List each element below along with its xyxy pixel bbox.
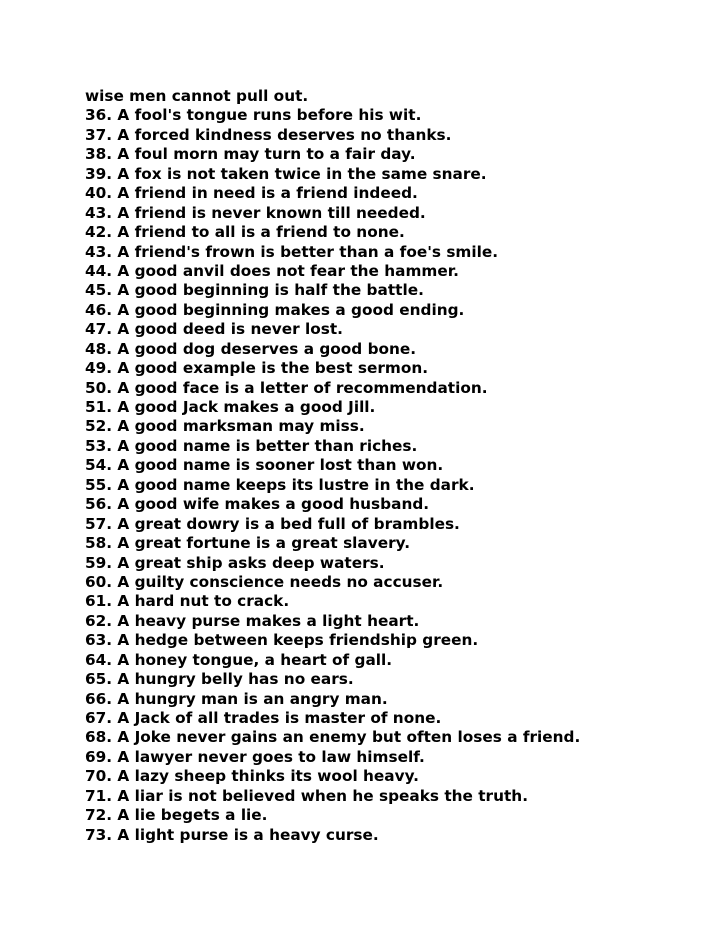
proverb-line: 36. A fool's tongue runs before his wit.: [85, 106, 422, 125]
proverb-line: 62. A heavy purse makes a light heart.: [85, 611, 420, 630]
proverb-line: 49. A good example is the best sermon.: [85, 359, 429, 378]
proverb-line: 42. A friend to all is a friend to none.: [85, 223, 405, 242]
proverb-line: 70. A lazy sheep thinks its wool heavy.: [85, 767, 419, 786]
proverb-line: 54. A good name is sooner lost than won.: [85, 456, 444, 475]
proverb-line: 45. A good beginning is half the battle.: [85, 281, 424, 300]
proverb-line: 72. A lie begets a lie.: [85, 806, 268, 825]
proverb-line: 43. A friend is never known till needed.: [85, 203, 426, 222]
proverb-line: 66. A hungry man is an angry man.: [85, 689, 388, 708]
proverb-line: 46. A good beginning makes a good ending.: [85, 300, 465, 319]
proverb-line: 67. A Jack of all trades is master of none.: [85, 709, 442, 727]
proverb-line: 61. A hard nut to crack.: [85, 592, 290, 611]
proverb-line: 40. A friend in need is a friend indeed.: [85, 184, 418, 203]
proverb-line: 57. A great dowry is a bed full of brambles.: [85, 514, 460, 533]
continuation-line: wise men cannot pull out.: [85, 87, 309, 105]
proverb-list: [85, 87, 705, 845]
proverb-line: 56. A good wife makes a good husband.: [85, 495, 430, 514]
proverb-line: 60. A guilty conscience needs no accuser.: [85, 572, 444, 591]
proverb-line: 38. A foul morn may turn to a fair day.: [85, 145, 416, 164]
proverb-line: 44. A good anvil does not fear the hammer.: [85, 261, 459, 280]
proverb-line: 63. A hedge between keeps friendship green.: [85, 631, 479, 650]
proverb-line: 69. A lawyer never goes to law himself.: [85, 747, 425, 766]
proverb-line: 52. A good marksman may miss.: [85, 417, 365, 436]
proverb-line: 64. A honey tongue, a heart of gall.: [85, 650, 393, 669]
proverb-line: 48. A good dog deserves a good bone.: [85, 339, 417, 358]
proverb-line: 58. A great fortune is a great slavery.: [85, 534, 411, 553]
proverb-line: 68. A Joke never gains an enemy but often loses a friend.: [85, 728, 581, 747]
proverb-line: 50. A good face is a letter of recommendation.: [85, 378, 488, 397]
proverb-line: 39. A fox is not taken twice in the same snare.: [85, 164, 487, 183]
proverb-line: 43. A friend's frown is better than a foe's smile.: [85, 242, 499, 261]
proverb-line: 73. A light purse is a heavy curse.: [85, 825, 379, 844]
proverb-line: 59. A great ship asks deep waters.: [85, 553, 385, 572]
proverb-line: 37. A forced kindness deserves no thanks.: [85, 125, 452, 144]
proverb-line: 71. A liar is not believed when he speaks the truth.: [85, 786, 529, 805]
proverb-line: 55. A good name keeps its lustre in the dark.: [85, 475, 475, 494]
proverb-line: 51. A good Jack makes a good Jill.: [85, 398, 376, 416]
proverb-line: 53. A good name is better than riches.: [85, 436, 418, 455]
proverb-line: 65. A hungry belly has no ears.: [85, 670, 354, 689]
proverb-line: 47. A good deed is never lost.: [85, 320, 343, 339]
